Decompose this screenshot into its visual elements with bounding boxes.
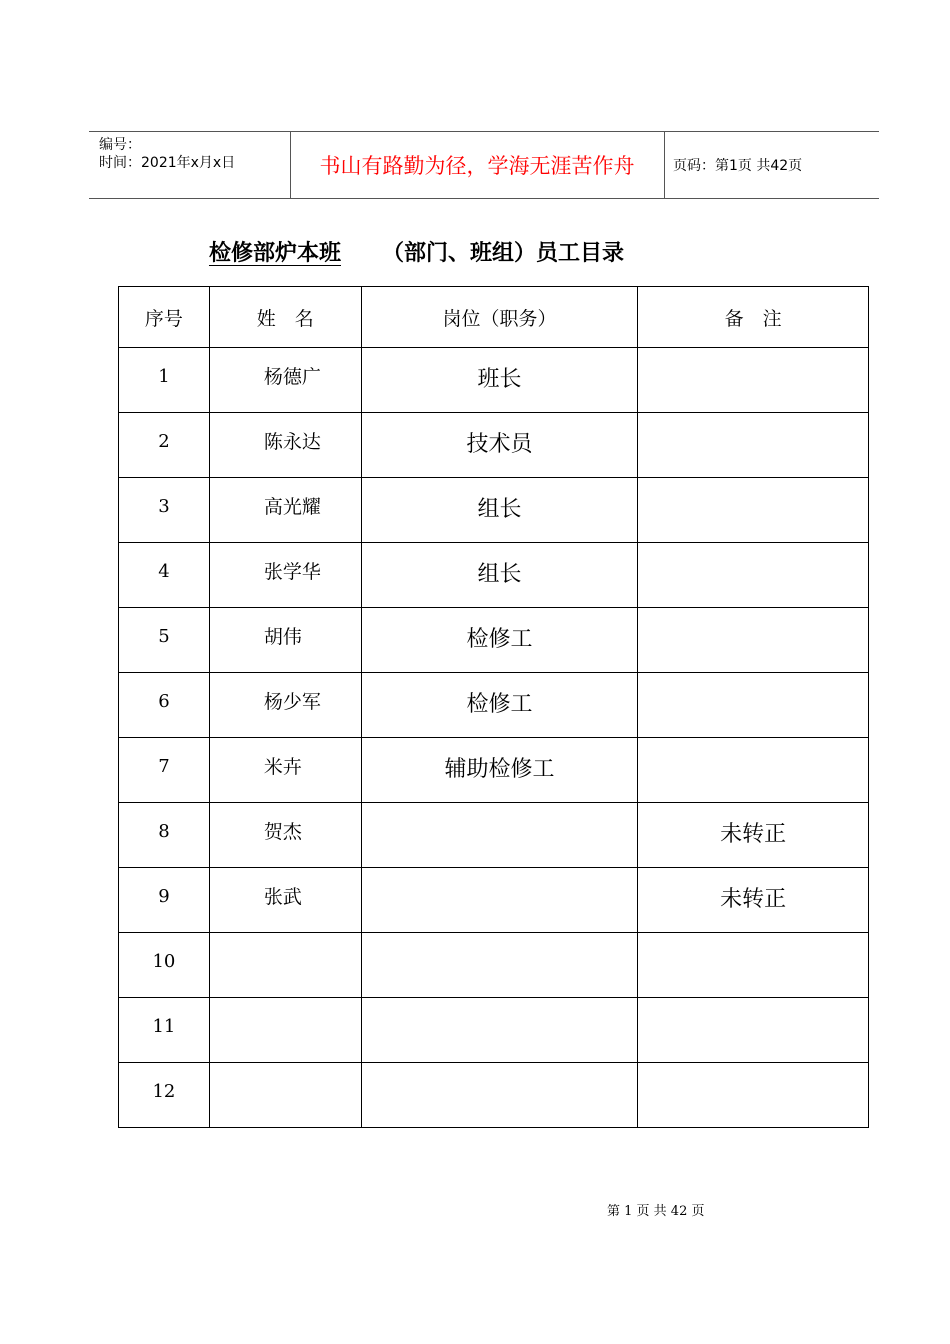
row-note-cell <box>638 1063 869 1128</box>
row-position-cell <box>361 738 638 803</box>
row-name-cell <box>209 413 361 478</box>
row-position-cell <box>361 478 638 543</box>
row-note: 未转正 <box>720 822 787 847</box>
table-row <box>119 933 869 998</box>
row-number: 2 <box>158 431 170 452</box>
row-number: 10 <box>152 951 176 972</box>
row-name-cell <box>209 1063 361 1128</box>
row-position: 组长 <box>477 497 522 522</box>
row-note-cell <box>638 803 869 868</box>
row-name-cell <box>209 998 361 1063</box>
row-position: 检修工 <box>466 692 533 717</box>
table-row <box>119 673 869 738</box>
row-number-cell <box>119 998 210 1063</box>
row-number: 6 <box>158 691 170 712</box>
row-number-cell <box>119 543 210 608</box>
header-divider <box>664 132 665 198</box>
row-number-cell <box>119 608 210 673</box>
row-position-cell <box>361 608 638 673</box>
table-row <box>119 1063 869 1128</box>
table-row <box>119 348 869 413</box>
row-number: 4 <box>158 561 170 582</box>
row-name: 高光耀 <box>263 496 321 518</box>
row-name: 张学华 <box>263 561 321 583</box>
row-position-cell <box>361 1063 638 1128</box>
staff-table <box>118 286 869 1128</box>
row-note-cell <box>638 933 869 998</box>
row-position-cell <box>361 673 638 738</box>
page-footer: 第 1 页 共 42 页 <box>607 1204 705 1219</box>
row-number: 12 <box>152 1081 176 1102</box>
row-note-cell <box>638 673 869 738</box>
title-rest: （部门、班组）员工目录 <box>382 241 625 266</box>
number-label: 编号： <box>99 137 141 153</box>
row-note-cell <box>638 608 869 673</box>
row-number: 3 <box>158 496 170 517</box>
row-number-cell <box>119 413 210 478</box>
row-name-cell <box>209 543 361 608</box>
row-note-cell <box>638 413 869 478</box>
row-position-cell <box>361 868 638 933</box>
row-note-cell <box>638 543 869 608</box>
row-name: 张武 <box>263 886 302 908</box>
row-number-cell <box>119 348 210 413</box>
page-title <box>168 236 624 267</box>
row-note: 未转正 <box>720 887 787 912</box>
row-name: 杨少军 <box>263 691 321 713</box>
row-number-cell <box>119 478 210 543</box>
row-number-cell <box>119 868 210 933</box>
header-motto: 书山有路勤为径，学海无涯苦作舟 <box>319 154 635 178</box>
row-note-cell <box>638 998 869 1063</box>
row-number: 5 <box>158 626 170 647</box>
row-position-cell <box>361 348 638 413</box>
table-row <box>119 478 869 543</box>
table-row <box>119 738 869 803</box>
row-position-cell <box>361 413 638 478</box>
table-row <box>119 413 869 478</box>
document-header <box>89 131 879 199</box>
row-number: 7 <box>158 756 170 777</box>
header-page-info: 页码：第1页 共42页 <box>673 158 803 174</box>
table-header-row <box>119 287 869 348</box>
row-note-cell <box>638 738 869 803</box>
row-position-cell <box>361 998 638 1063</box>
row-name-cell <box>209 933 361 998</box>
header-cell-no: 序号 <box>119 287 210 348</box>
table-row <box>119 608 869 673</box>
row-position: 技术员 <box>466 432 533 457</box>
row-name: 杨德广 <box>263 366 321 388</box>
row-number-cell <box>119 673 210 738</box>
row-name-cell <box>209 673 361 738</box>
table-row <box>119 803 869 868</box>
row-position-cell <box>361 933 638 998</box>
row-name-cell <box>209 608 361 673</box>
row-number: 1 <box>158 366 170 387</box>
row-number-cell <box>119 803 210 868</box>
row-name-cell <box>209 348 361 413</box>
row-position-cell <box>361 543 638 608</box>
row-name: 贺杰 <box>263 821 302 843</box>
row-name: 米卉 <box>263 756 302 778</box>
row-name-cell <box>209 803 361 868</box>
row-position: 组长 <box>477 562 522 587</box>
table-row <box>119 998 869 1063</box>
row-name-cell <box>209 478 361 543</box>
row-name: 陈永达 <box>263 431 321 453</box>
row-number-cell <box>119 933 210 998</box>
row-note-cell <box>638 868 869 933</box>
time-label: 时间：2021年x月x日 <box>99 155 236 171</box>
row-note-cell <box>638 348 869 413</box>
header-cell-position: 岗位（职务） <box>361 287 638 348</box>
row-name: 胡伟 <box>263 626 302 648</box>
row-number: 11 <box>152 1016 176 1037</box>
header-cell-note: 备 注 <box>638 287 869 348</box>
header-cell-name: 姓 名 <box>209 287 361 348</box>
row-position-cell <box>361 803 638 868</box>
row-number: 9 <box>158 886 170 907</box>
header-meta <box>99 136 235 172</box>
table-row <box>119 868 869 933</box>
row-position: 班长 <box>477 367 522 392</box>
title-department: 检修部炉本班 <box>208 241 341 266</box>
row-note-cell <box>638 478 869 543</box>
row-number: 8 <box>158 821 170 842</box>
row-position: 检修工 <box>466 627 533 652</box>
row-position: 辅助检修工 <box>444 757 555 782</box>
row-number-cell <box>119 738 210 803</box>
row-number-cell <box>119 1063 210 1128</box>
row-name-cell <box>209 738 361 803</box>
table-row <box>119 543 869 608</box>
row-name-cell <box>209 868 361 933</box>
